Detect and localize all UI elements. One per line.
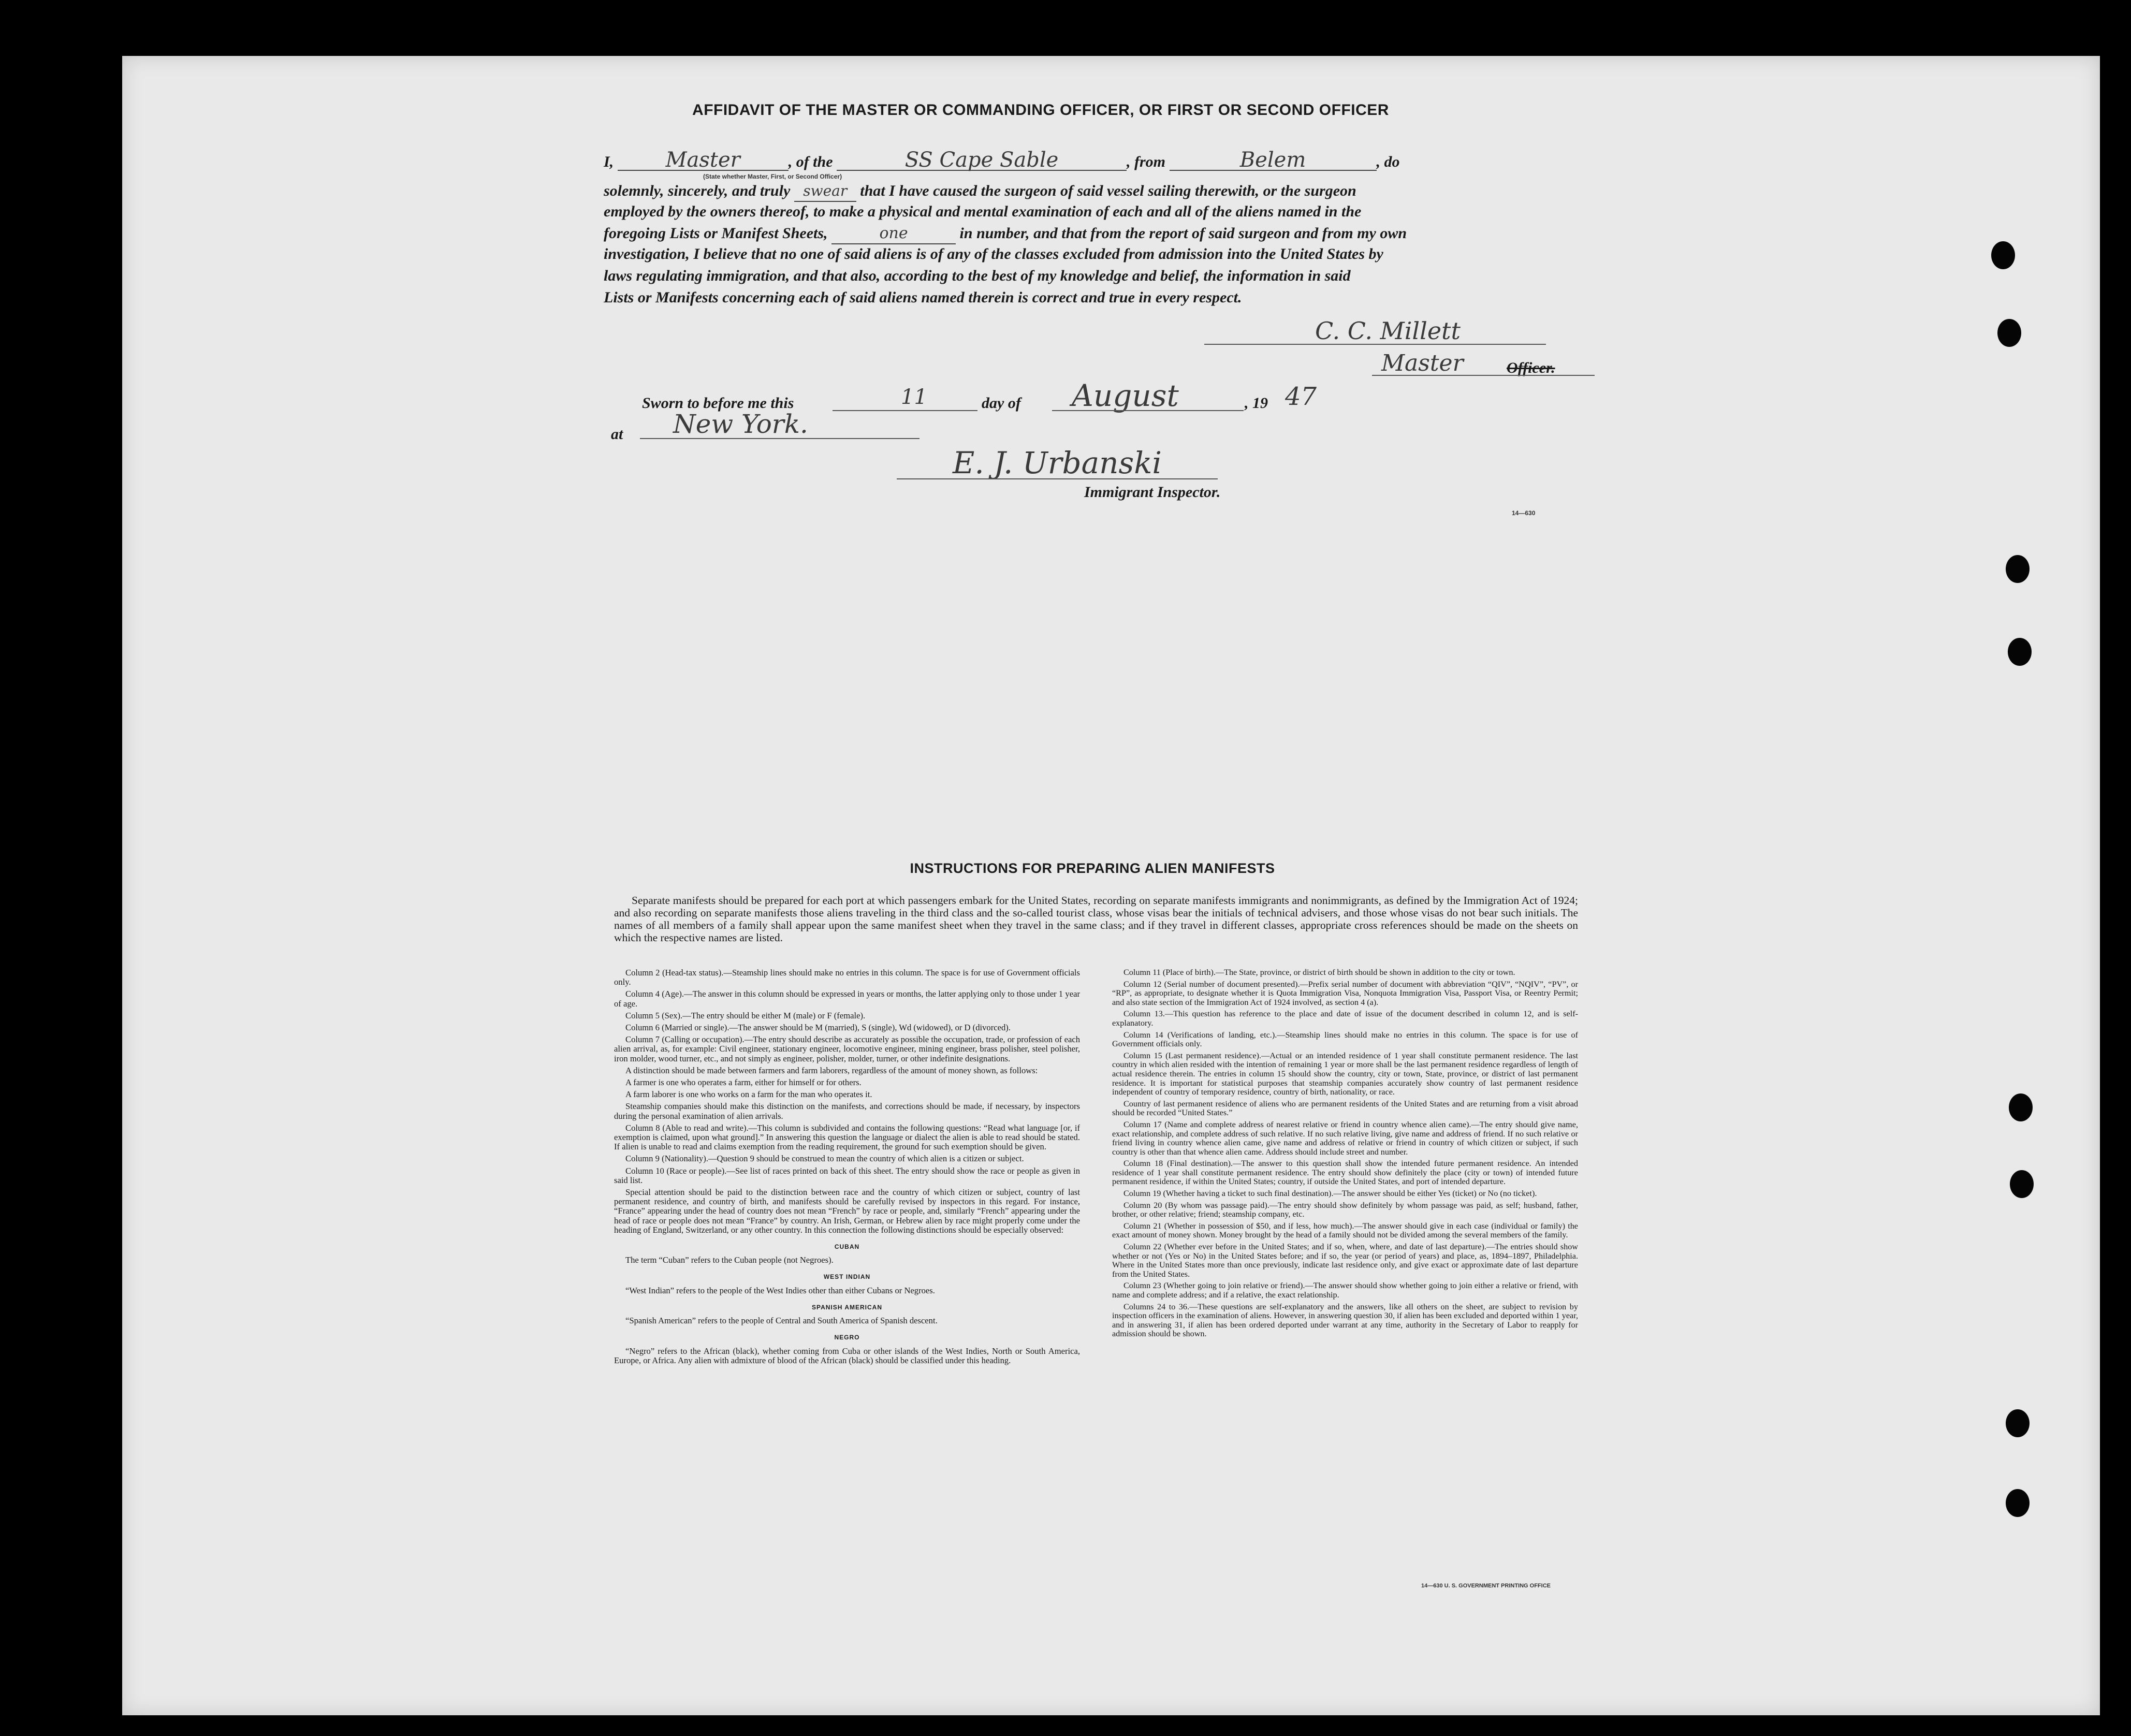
- vessel-field: SS Cape Sable: [837, 150, 1127, 171]
- sworn-label: Sworn to before me this: [642, 395, 794, 412]
- instruction-paragraph: Steamship companies should make this distinction on the manifests, and corrections should be made, if necessary, by inspectors during the personal examination of alien arrivals.: [614, 1101, 1080, 1121]
- rank-line: [1372, 375, 1595, 376]
- rank-caption: (State whether Master, First, or Second Officer): [703, 173, 842, 180]
- instruction-paragraph: Country of last permanent residence of aliens who are permanent residents of the United States and are returning from a visit abroad should be recorded “United States.”: [1112, 1099, 1578, 1118]
- instruction-paragraph: Column 5 (Sex).—The entry should be either M (male) or F (female).: [625, 1010, 866, 1020]
- instruction-paragraph: Column 19 (Whether having a ticket to such final destination).—The answer should be either Yes (ticket) or No (no ticket).: [1123, 1189, 1537, 1199]
- instruction-paragraph: A distinction should be made between farmers and farm laborers, regardless of the amount of money shown, as follows:: [625, 1065, 1038, 1075]
- negro-heading: NEGRO: [834, 1334, 860, 1341]
- cuban-definition: The term “Cuban” refers to the Cuban people (not Negroes).: [625, 1255, 834, 1265]
- inspector-label: Immigrant Inspector.: [1084, 484, 1221, 501]
- printer-imprint: 14—630 U. S. GOVERNMENT PRINTING OFFICE: [1421, 1583, 1551, 1589]
- year-prefix: , 19: [1245, 395, 1268, 412]
- instruction-paragraph: Column 9 (Nationality).—Question 9 should be construed to mean the country of which alien is a citizen or subject.: [625, 1154, 1024, 1164]
- affidavit-title: AFFIDAVIT OF THE MASTER OR COMMANDING OFFICER, OR FIRST OR SECOND OFFICER: [692, 101, 1389, 119]
- sworn-month: August: [1072, 378, 1179, 413]
- affidavit-line-4: foregoing Lists or Manifest Sheets, one in number, and that from the report of said surgeon and from my own: [604, 224, 1587, 244]
- signature-line: [1204, 344, 1546, 345]
- inspector-signature: E. J. Urbanski: [953, 445, 1162, 480]
- instruction-paragraph: A farmer is one who operates a farm, either for himself or for others.: [625, 1077, 862, 1088]
- instruction-paragraph: A farm laborer is one who works on a farm for the man who operates it.: [625, 1089, 872, 1100]
- affidavit-line-3: employed by the owners thereof, to make a physical and mental examination of each and all of the aliens named in the: [604, 203, 1362, 220]
- negro-definition: “Negro” refers to the African (black), whether coming from Cuba or other islands of the West Indies, North or South America, Europe, or Africa. Any alien with admixture of blood of the African (black) should be classified under this heading.: [614, 1346, 1080, 1365]
- instruction-paragraph: Columns 24 to 36.—These questions are self-explanatory and the answers, like all others on the sheet, are subject to revision by inspection officers in the examination of aliens. However, in answering question 30, if alien has been excluded and deported within 1 year, and in answering 31, if alien has been ordered deported under warrant at any time, authority in the Secretary of Labor to reapply for admission should be shown.: [1112, 1302, 1578, 1339]
- month-line: [1052, 410, 1244, 411]
- affidavit-line-2: solemnly, sincerely, and truly swear that I have caused the surgeon of said vessel sailing therewith, or the surgeon: [604, 181, 1587, 202]
- at-label: at: [611, 426, 623, 443]
- instruction-paragraph: Column 2 (Head-tax status).—Steamship lines should make no entries in this column. The space is for use of Government officials only.: [614, 968, 1080, 987]
- signed-rank: Master: [1381, 350, 1464, 376]
- instructions-left-column: [614, 968, 1080, 1368]
- sworn-year: 47: [1285, 382, 1317, 411]
- binder-hole: [1991, 241, 2015, 269]
- instruction-paragraph: Column 21 (Whether in possession of $50, and if less, how much).—The answer should give in each case (individual or family) the exact amount of money shown. Money brought by the head of a family should not be divided among the several members of the family.: [1112, 1221, 1578, 1240]
- swear-field: swear: [794, 181, 856, 202]
- instruction-paragraph: Column 8 (Able to read and write).—This column is subdivided and contains the following questions: “Read what language [or, if exemption is claimed, upon what ground].” In answering this question the language or dialect the alien is able to read should be stated. If alien is unable to read and claims exemption from the reading requirement, the ground for such exemption should be given.: [614, 1122, 1080, 1152]
- instruction-paragraph: Column 7 (Calling or occupation).—The entry should describe as accurately as possible the occupation, trade, or profession of each alien arrival, as, for example: Civil engineer, stationary engineer, locomotive engineer, mining engineer, brass polisher, steel polisher, iron molder, wood turner, etc., and not simply as engineer, polisher, molder, turner, or other indefinite designations.: [614, 1034, 1080, 1063]
- affidavit-line-7: Lists or Manifests concerning each of said aliens named therein is correct and true in every respect.: [604, 289, 1242, 306]
- affidavit-line-5: investigation, I believe that no one of said aliens is of any of the classes excluded from admission into the United States by: [604, 245, 1383, 262]
- binder-hole: [2006, 1409, 2030, 1437]
- west-indian-heading: WEST INDIAN: [823, 1273, 871, 1281]
- inspector-line: [897, 478, 1218, 479]
- instructions-intro: Separate manifests should be prepared for each port at which passengers embark for the United States, recording on separate manifests immigrants and nonimmigrants, as defined by the Immigration Act of 1924; and also recording on separate manifests those aliens traveling in the third class and the so-called tourist class, whose visas bear the initials of technical advisers, and those whose visas do not bear such initials. The names of all members of a family shall appear upon the same manifest sheet when they travel in the same class; and if they travel in different classes, appropriate cross references should be made on the sheets on which the respective names are listed.: [614, 894, 1578, 944]
- day-of-label: day of: [982, 395, 1021, 412]
- binder-hole: [2008, 638, 2032, 666]
- sworn-place: New York.: [673, 409, 808, 439]
- day-line: [833, 410, 977, 411]
- instruction-paragraph: Column 15 (Last permanent residence).—Actual or an intended residence of 1 year shall constitute permanent residence. The last country in which alien resided with the intention of remaining 1 year or more shall be the last permanent residence regardless of length of actual residence therein. The entries in column 15 should show the country, city or town, State, province, or district of last permanent residence. It is important for statistical purposes that steamship companies accurately show country of last permanent residence independent of country of temporary residence, country of birth, nationality, or race.: [1112, 1051, 1578, 1097]
- instruction-paragraph: Column 20 (By whom was passage paid).—The entry should show definitely by whom passage was paid, as self; husband, father, brother, or other relative; friend; steamship company, etc.: [1112, 1200, 1578, 1219]
- instruction-paragraph: Column 13.—This question has reference to the place and date of issue of the document described in column 12, and is self-explanatory.: [1112, 1009, 1578, 1028]
- instructions-title: INSTRUCTIONS FOR PREPARING ALIEN MANIFESTS: [910, 860, 1275, 876]
- instruction-paragraph: Column 22 (Whether ever before in the United States; and if so, when, where, and date of last departure).—The entries should show whether or not (Yes or No) in the United States before; and if so, the year (or period of years) and place, as, 1894–1897, Philadelphia. Where in the United States more than once previously, indicate last residence only, and give exact or approximate date of last departure from the United States.: [1112, 1242, 1578, 1279]
- binder-hole: [2010, 1170, 2034, 1198]
- place-line: [640, 438, 919, 439]
- instruction-paragraph: Column 12 (Serial number of document presented).—Prefix serial number of document with abbreviation “QIV”, “NQIV”, “PV”, or “RP”, as appropriate, to designate whether it is Quota Immigration Visa, Nonquota Immigration Visa, Passport Visa, or Reentry Permit; and also state section of the Immigration Act of 1924 involved, as section 4 (a).: [1112, 979, 1578, 1007]
- instruction-paragraph: Column 17 (Name and complete address of nearest relative or friend in country whence alien came).—The entry should give name, exact relationship, and complete address of such relative. If no such relative living, give name and address of friend. If no such relative or friend living in country whence alien came, give name and address of relative or friend in country of which citizen or subject, if such country is other than that whence alien came. Address should include street and number.: [1112, 1119, 1578, 1157]
- binder-hole: [2009, 1093, 2033, 1121]
- instruction-paragraph: Column 10 (Race or people).—See list of races printed on back of this sheet. The entry should show the race or people as given in said list.: [614, 1165, 1080, 1185]
- instructions-right-column: [1112, 968, 1578, 1341]
- form-number: 14—630: [1512, 509, 1536, 517]
- instruction-paragraph: Column 6 (Married or single).—The answer should be M (married), S (single), Wd (widowed), or D (divorced).: [625, 1023, 1011, 1033]
- binder-hole: [2006, 555, 2030, 583]
- spanish-american-definition: “Spanish American” refers to the people of Central and South America of Spanish descent.: [625, 1316, 938, 1326]
- instruction-paragraph: Column 18 (Final destination).—The answer to this question shall show the intended future permanent residence. An intended residence of 1 year shall constitute permanent residence. The entry should show definitely the place (city or town) of intended future permanent residence, if within the United States; country, if outside the United States, and port of intended departure.: [1112, 1159, 1578, 1187]
- instruction-paragraph: Column 11 (Place of birth).—The State, province, or district of birth should be shown in addition to the city or town.: [1123, 968, 1515, 977]
- officer-label: Officer.: [1507, 359, 1555, 376]
- port-field: Belem: [1170, 150, 1377, 171]
- instruction-paragraph: Column 14 (Verifications of landing, etc.).—Steamship lines should make no entries in this column. The space is for use of Government officials only.: [1112, 1030, 1578, 1049]
- instruction-paragraph: Special attention should be paid to the distinction between race and the country of which citizen or subject, country of last permanent residence, and country of birth, and manifests should be carefully revised by inspectors in this regard. For instance, “France” appearing under the head of country does not mean “French” by race or people, and, similarly “French” appearing under the head of race or people does not mean “France” by country. An Irish, German, or Hebrew alien by race might properly come under the heading of England, Switzerland, or any other country. In this connection the following distinctions should be especially observed:: [614, 1187, 1080, 1235]
- rank-field: Master: [618, 150, 789, 171]
- affidavit-line-6: laws regulating immigration, and that also, according to the best of my knowledge and belief, the information in said: [604, 267, 1351, 284]
- spanish-american-heading: SPANISH AMERICAN: [811, 1303, 882, 1311]
- instruction-paragraph: Column 4 (Age).—The answer in this column should be expressed in years or months, the latter applying only to those under 1 year of age.: [614, 989, 1080, 1009]
- instruction-paragraph: Column 23 (Whether going to join relative or friend).—The answer should show whether going to join either a relative or friend, with name and complete address; and if a relative, the exact relationship.: [1112, 1281, 1578, 1300]
- count-field: one: [831, 224, 956, 244]
- affidavit-line-1: I, Master , of the SS Cape Sable , from Belem , do: [604, 148, 1400, 172]
- binder-hole: [2006, 1489, 2030, 1517]
- cuban-heading: CUBAN: [834, 1243, 860, 1251]
- west-indian-definition: “West Indian” refers to the people of the West Indies other than either Cubans or Negroes.: [625, 1285, 935, 1295]
- master-signature: C. C. Millett: [1315, 317, 1461, 345]
- sworn-day: 11: [901, 385, 927, 409]
- binder-hole: [1997, 319, 2021, 347]
